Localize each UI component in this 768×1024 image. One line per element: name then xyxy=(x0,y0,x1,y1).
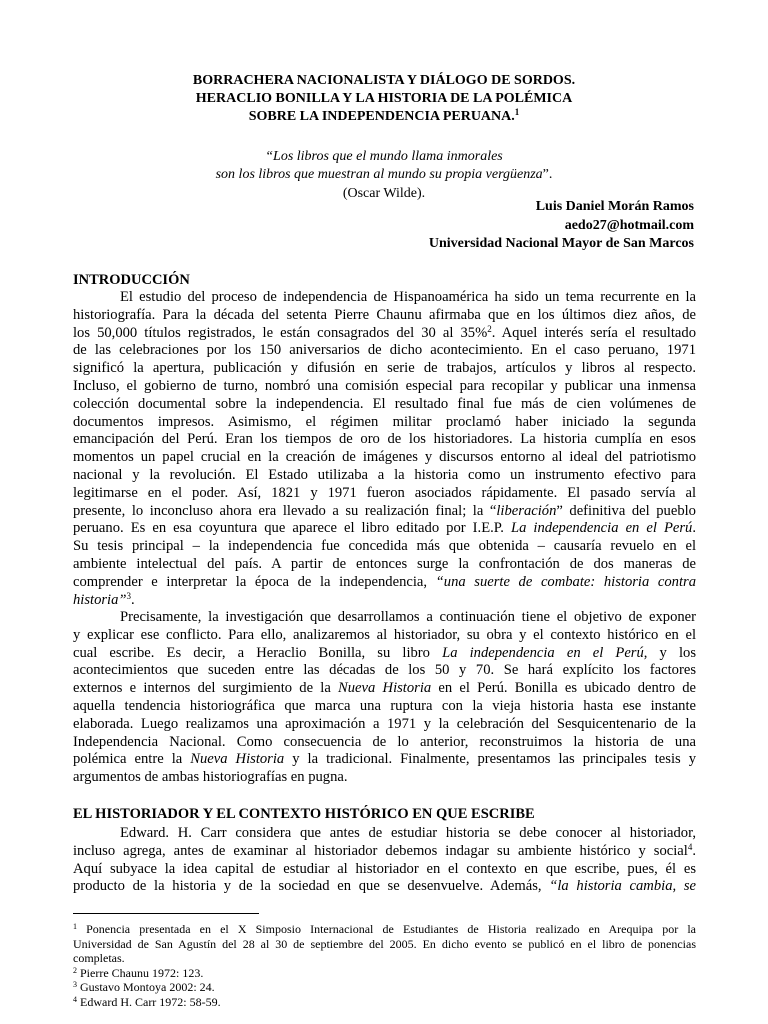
title-line-3: SOBRE LA INDEPENDENCIA PERUANA.$^1$ xyxy=(248,107,520,124)
text-line: producto de la historia y de la sociedad en que se desenvuelve. Además, “la historia cambia, se xyxy=(73,878,696,895)
author-institution: Universidad Nacional Mayor de San Marcos xyxy=(428,236,694,251)
text-line: externos e internos del surgimiento de la Nueva Historia en el Perú. Bonilla es ubicado dentro de xyxy=(73,680,696,697)
text-line: cual escribe. Es decir, a Heraclio Bonilla, su libro La independencia en el Perú, y los xyxy=(73,644,696,661)
text-line: peruano. Es en esa coyuntura que aparece el libro editado por I.E.P. La independencia en el Perú. xyxy=(73,520,696,537)
footnote-ref-3[interactable]: 3 xyxy=(126,591,132,601)
text-line: emancipación del Perú. Eran los tiempos de oro de los historiadores. La historia cumplía en esos xyxy=(73,431,696,448)
footnotes xyxy=(73,922,696,1010)
epigraph-attribution: (Oscar Wilde). xyxy=(342,186,426,201)
footnote-1: $^1$ Ponencia presentada en el X Simposio Internacional de Estudiantes de Historia realizado en Arequipa por la xyxy=(73,922,696,936)
text-line: polémica entre la Nueva Historia y la tradicional. Finalmente, presentamos las principales tesis y xyxy=(73,751,696,768)
text-line: y explicar ese conflicto. Para ello, analizaremos al historiador, su obra y el contexto histórico en el xyxy=(73,626,696,643)
author-email: aedo27@hotmail.com xyxy=(564,218,694,233)
text-line: Aquí subyace la idea capital de estudiar al historiador en el contexto en que escribe, pues, él es xyxy=(73,860,696,877)
text-line: aquella tendencia historiográfica que marca una ruptura con la vieja historia hasta ese instante xyxy=(73,697,696,714)
text-line: elaborada. Luego realizamos una aproximación a 1971 y la celebración del Sesquicentenario de la xyxy=(73,715,696,732)
text-line: historia”$^3$. xyxy=(73,591,135,608)
footnote-ref-4[interactable]: 4 xyxy=(687,842,693,852)
footnote-ref-2[interactable]: 2 xyxy=(487,324,492,334)
text-line: de las celebraciones por los 150 aniversarios de dicho acontecimiento. En el caso peruano, 1971 xyxy=(73,342,696,359)
title-line-1: BORRACHERA NACIONALISTA Y DIÁLOGO DE SORDOS. xyxy=(192,73,576,88)
text-line: comprender e interpretar la época de la independencia, “una suerte de combate: historia contra xyxy=(73,573,696,590)
text-line: argumentos de ambas historiografías en pugna. xyxy=(73,769,348,786)
text-line: Edward. H. Carr considera que antes de estudiar historia se debe conocer al historiador, xyxy=(120,825,696,841)
text-line: legitimarse en el poder. Así, 1821 y 1971 fueron asociados rápidamente. El pasado servía al xyxy=(73,484,696,501)
paragraph-intro-1 xyxy=(73,289,696,609)
text-line: significó la apertura, publicación y difusión en serie de trabajos, artículos y libros al respecto. xyxy=(73,360,696,377)
paragraph-intro-2 xyxy=(73,609,696,787)
epigraph-line-1: “Los libros que el mundo llama inmorales xyxy=(265,149,503,164)
footnote-1-cont: Universidad de San Agustín del 28 al 30 de septiembre del 2005. En dicho evento se publicó en el libro de ponencias xyxy=(73,936,696,951)
text-line: Incluso, el gobierno de turno, nombró una comisión especial para recopilar y publicar una inmensa xyxy=(73,377,696,394)
footnote-3: $^3$ Gustavo Montoya 2002: 24. xyxy=(73,980,215,995)
footnote-1-end: completas. xyxy=(73,951,125,966)
text-line: nacional y la revolución. El Estado utilizaba a la historia como un instrumento efectivo para xyxy=(73,466,696,483)
title-line-2: HERACLIO BONILLA Y LA HISTORIA DE LA POLÉMICA xyxy=(195,91,573,106)
text-line: documentos impresos. Asimismo, el régimen militar proclamó haber iniciado la segunda xyxy=(73,413,696,430)
text-line: colección documental sobre la independencia. El resultado final fue más de cien volúmenes de xyxy=(73,395,696,412)
paragraph-historiador-1 xyxy=(73,825,696,896)
epigraph-line-2: son los libros que muestran al mundo su propia vergüenza”. xyxy=(215,167,553,182)
footnote-4: $^4$ Edward H. Carr 1972: 58-59. xyxy=(73,994,221,1009)
text-line: historiografía. Para la década del setenta Pierre Chaunu afirmaba que en los últimos diez años, de xyxy=(73,306,696,323)
text-line: los 50,000 títulos registrados, le están consagrados del 30 al 35%$^2$. Aquel interés sería el resultado xyxy=(73,324,696,341)
text-line: Precisamente, la investigación que desarrollamos a continuación tiene el objetivo de exponer xyxy=(120,609,696,625)
text-line: ambiente intelectual del país. A partir de entonces surge la confrontación de dos maneras de xyxy=(73,555,696,572)
text-line: acontecimientos que suceden entre las décadas de los 50 y 70. Se hará explícito los factores xyxy=(73,662,696,679)
text-line: presente, lo inconcluso ahora era llevado a su realización final; la “liberación” definitiva del pueblo xyxy=(73,502,696,519)
title-footnote-ref[interactable]: 1 xyxy=(514,107,520,117)
text-line: momentos un papel crucial en la creación de imágenes y discursos entorno al ideal del patriotismo xyxy=(73,449,696,466)
text-line: El estudio del proceso de independencia de Hispanoamérica ha sido un tema recurrente en la xyxy=(120,289,696,305)
footnote-separator xyxy=(73,913,259,914)
text-line: Independencia Nacional. Como consecuencia de lo anterior, reconstruimos la historia de una xyxy=(73,733,696,750)
author-name: Luis Daniel Morán Ramos xyxy=(535,199,694,214)
text-line: incluso agrega, antes de examinar al historiador debemos indagar su ambiente histórico y social$^4$. xyxy=(73,842,696,859)
section-heading-introduccion: INTRODUCCIÓN xyxy=(73,272,190,288)
footnote-2: $^2$ Pierre Chaunu 1972: 123. xyxy=(73,965,204,980)
section-heading-historiador: EL HISTORIADOR Y EL CONTEXTO HISTÓRICO EN QUE ESCRIBE xyxy=(73,806,535,822)
text-line: Su tesis principal – la independencia fue concedida más que obtenida – causaría revuelo en el xyxy=(73,538,696,555)
